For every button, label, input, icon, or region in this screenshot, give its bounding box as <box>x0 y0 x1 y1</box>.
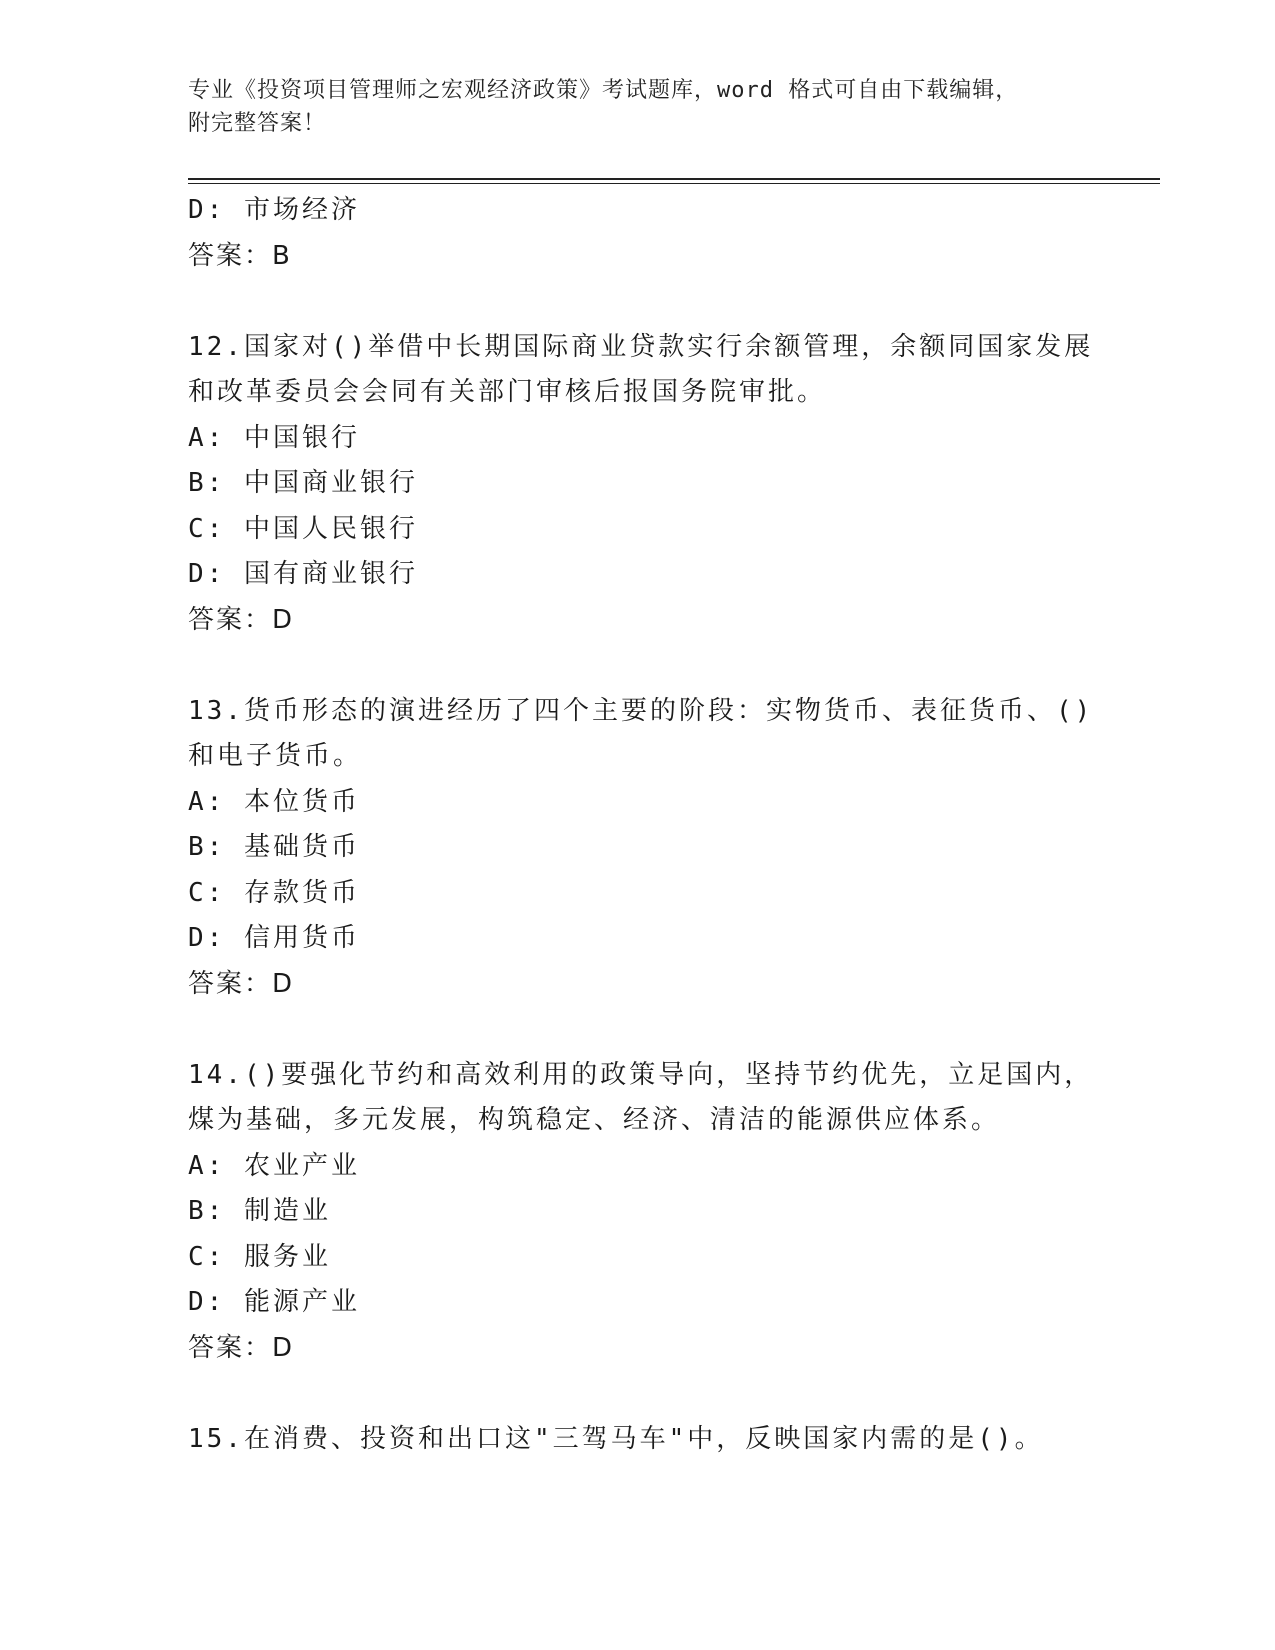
header-line-2: 附完整答案！ <box>188 111 327 136</box>
question-13-answer: 答案：D <box>188 968 295 999</box>
question-13-option-a: A: 本位货币 <box>188 786 360 817</box>
question-12-option-d: D: 国有商业银行 <box>188 559 418 589</box>
question-14-option-b: B: 制造业 <box>188 1196 331 1226</box>
prev-option-d: D: 市场经济 <box>188 195 360 225</box>
question-12-option-a: A: 中国银行 <box>188 422 360 453</box>
question-13-option-b: B: 基础货币 <box>188 832 360 862</box>
question-14-answer: 答案：D <box>188 1332 295 1363</box>
document-header <box>188 74 1068 140</box>
question-13-line-1: 13.货币形态的演进经历了四个主要的阶段：实物货币、表征货币、() <box>188 695 1094 726</box>
header-divider-thick <box>188 178 1160 180</box>
header-divider-thin <box>188 183 1160 184</box>
question-13-option-d: D: 信用货币 <box>188 923 360 953</box>
question-13-option-c: C: 存款货币 <box>188 877 360 908</box>
question-12-answer: 答案：D <box>188 604 295 635</box>
question-13 <box>188 689 1108 1008</box>
question-14-line-1: 14.()要强化节约和高效利用的政策导向，坚持节约优先，立足国内， <box>188 1059 1094 1090</box>
prev-answer: 答案：B <box>188 240 292 271</box>
question-14 <box>188 1053 1108 1372</box>
question-14-option-d: D: 能源产业 <box>188 1287 360 1317</box>
question-12-line-1: 12.国家对()举借中长期国际商业贷款实行余额管理，余额同国家发展 <box>188 331 1094 362</box>
header-line-1: 专业《投资项目管理师之宏观经济政策》考试题库，word 格式可自由下载编辑， <box>188 78 1019 103</box>
question-15 <box>188 1417 1108 1463</box>
question-content <box>188 188 1108 1462</box>
question-12-option-b: B: 中国商业银行 <box>188 468 418 498</box>
question-12 <box>188 325 1108 644</box>
question-15-line-1: 15.在消费、投资和出口这"三驾马车"中，反映国家内需的是()。 <box>188 1423 1044 1454</box>
question-14-line-2: 煤为基础，多元发展，构筑稳定、经济、清洁的能源供应体系。 <box>188 1105 1001 1135</box>
question-12-line-2: 和改革委员会会同有关部门审核后报国务院审批。 <box>188 377 827 407</box>
question-12-option-c: C: 中国人民银行 <box>188 513 418 544</box>
question-14-option-a: A: 农业产业 <box>188 1150 360 1181</box>
question-13-line-2: 和电子货币。 <box>188 741 363 771</box>
question-14-option-c: C: 服务业 <box>188 1241 331 1272</box>
